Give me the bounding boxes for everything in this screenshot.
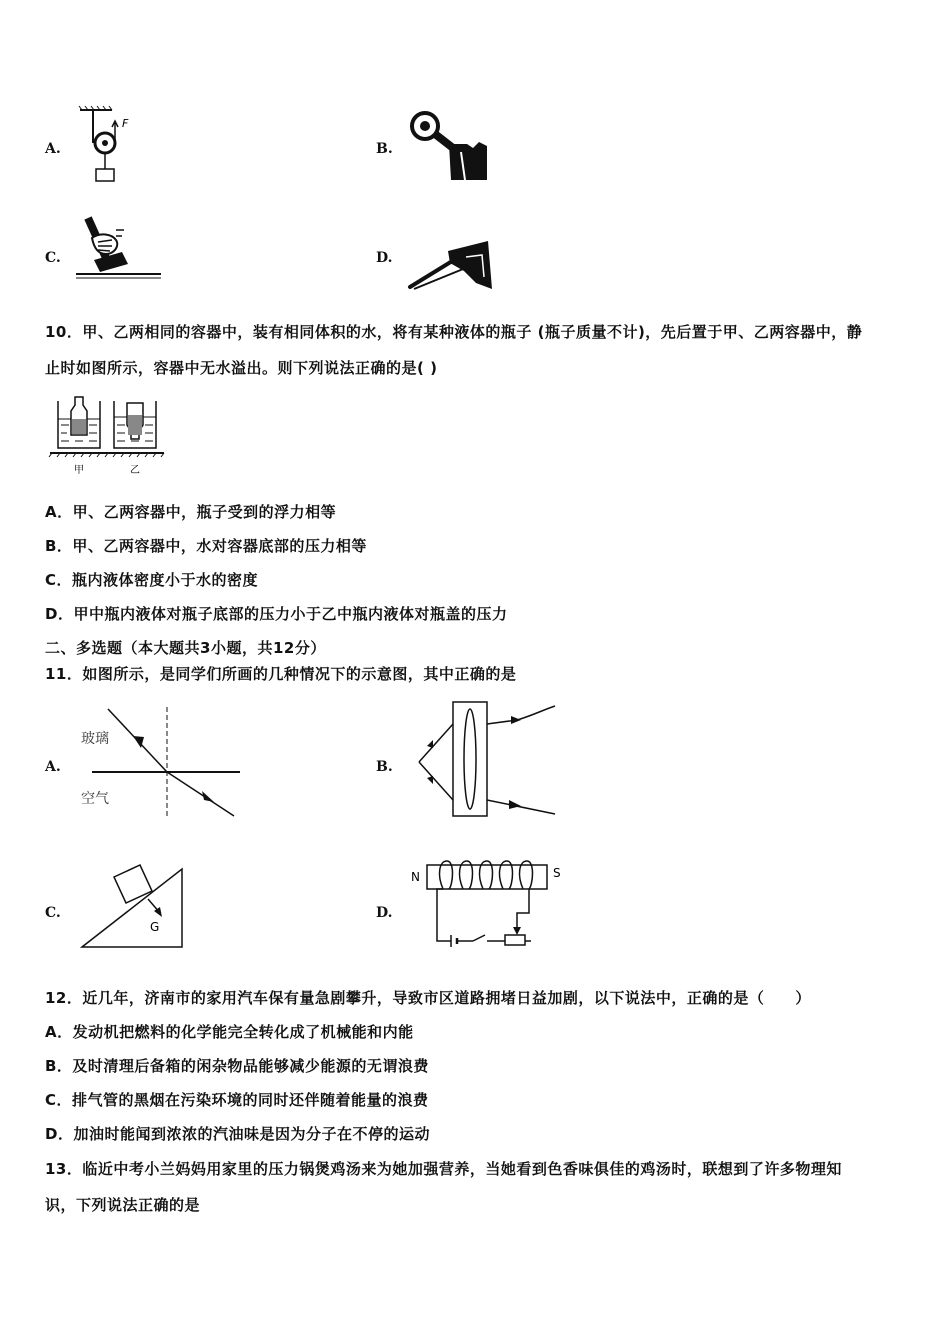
- q12-choice-b: B．及时清理后备箱的闲杂物品能够减少能源的无谓浪费: [45, 1057, 429, 1075]
- glass-label: 玻璃: [81, 731, 109, 747]
- q11-option-b-label: B.: [376, 759, 393, 775]
- q9-hammer-figure: [76, 210, 166, 290]
- q13-stem-line1: 13．临近中考小兰妈妈用家里的压力锅煲鸡汤来为她加强营养，当她看到色香味俱佳的鸡汤时，联想到了许多物理知: [45, 1160, 842, 1178]
- q9-option-d-label: D.: [376, 250, 393, 266]
- north-pole-label: N: [411, 870, 420, 884]
- q11-lens-figure: [405, 700, 565, 818]
- q12-stem: 12．近几年，济南市的家用汽车保有量急剧攀升，导致市区道路拥堵日益加剧，以下说法中，正确的是（ ）: [45, 989, 811, 1007]
- figure-label-yi: 乙: [130, 465, 140, 476]
- q11-option-d-label: D.: [376, 905, 393, 921]
- q13-stem-line2: 识，下列说法正确的是: [45, 1196, 201, 1214]
- q11-electromagnet-figure: [405, 855, 575, 953]
- q9-option-c-label: C.: [45, 250, 61, 266]
- south-pole-label: S: [553, 866, 561, 880]
- section-heading-multi-choice: 二、多选题（本大题共3小题，共12分）: [45, 639, 326, 657]
- q11-incline-figure: [78, 855, 188, 950]
- figure-label-jia: 甲: [74, 465, 84, 476]
- q10-bottles-figure: [48, 393, 168, 478]
- q11-option-a-label: A.: [45, 759, 61, 775]
- air-label: 空气: [81, 791, 109, 807]
- q10-choice-b: B．甲、乙两容器中，水对容器底部的压力相等: [45, 537, 367, 555]
- q9-wrench-figure: [405, 108, 495, 188]
- q9-option-b-label: B.: [376, 141, 393, 157]
- gravity-label: G: [150, 920, 160, 934]
- q10-choice-a: A．甲、乙两容器中，瓶子受到的浮力相等: [45, 503, 337, 521]
- q9-tweezers-figure: [404, 237, 494, 295]
- q9-option-a-label: A.: [45, 141, 61, 157]
- q9-pulley-figure: [78, 105, 138, 190]
- q11-stem: 11．如图所示，是同学们所画的几种情况下的示意图，其中正确的是: [45, 665, 517, 683]
- pulley-force-label: F: [122, 117, 129, 130]
- q12-choice-c: C．排气管的黑烟在污染环境的同时还伴随着能量的浪费: [45, 1091, 429, 1109]
- q11-refraction-figure: [78, 705, 243, 820]
- q10-choice-c: C．瓶内液体密度小于水的密度: [45, 571, 259, 589]
- q10-stem-line1: 10．甲、乙两相同的容器中，装有相同体积的水，将有某种液体的瓶子 (瓶子质量不计)，先后置于甲、乙两容器中，静: [45, 323, 863, 341]
- q10-stem-line2: 止时如图所示，容器中无水溢出。则下列说法正确的是( ): [45, 359, 438, 377]
- q12-choice-d: D．加油时能闻到浓浓的汽油味是因为分子在不停的运动: [45, 1125, 430, 1143]
- q12-choice-a: A．发动机把燃料的化学能完全转化成了机械能和内能: [45, 1023, 414, 1041]
- q10-choice-d: D．甲中瓶内液体对瓶子底部的压力小于乙中瓶内液体对瓶盖的压力: [45, 605, 508, 623]
- q11-option-c-label: C.: [45, 905, 61, 921]
